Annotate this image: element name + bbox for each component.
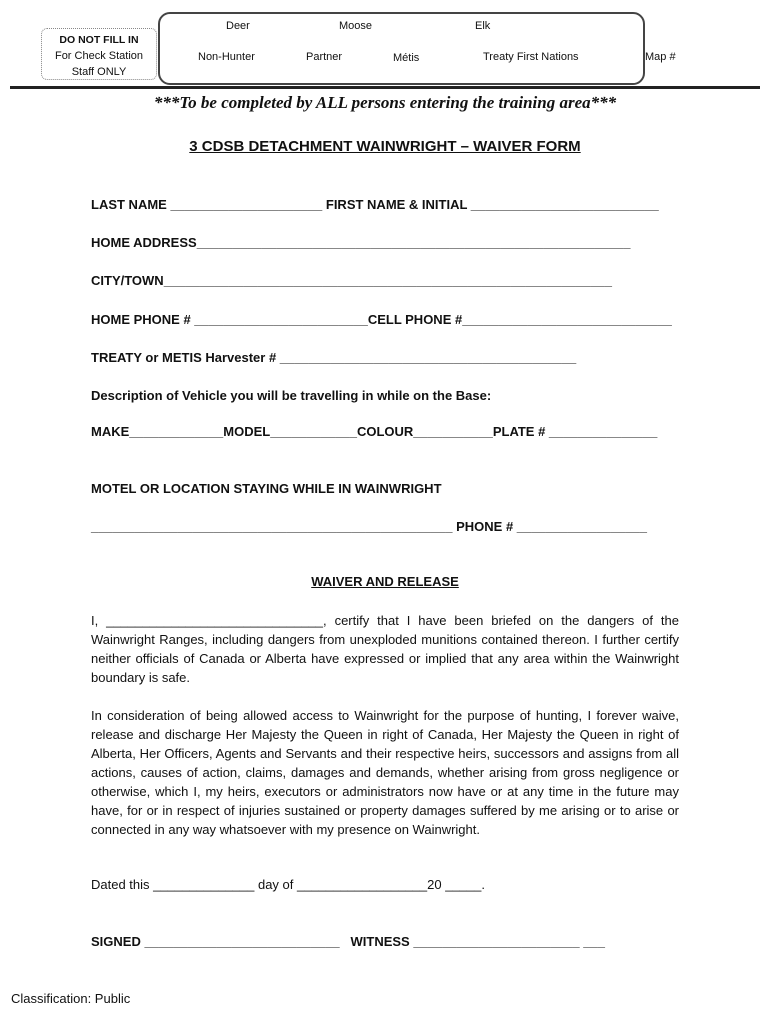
vehicle-field[interactable]: MAKE_____________MODEL____________COLOUR___________PLATE # _______________ (91, 424, 658, 439)
waiver-paragraph-1: I, ______________________________, certify that I have been briefed on the dangers of the Wainwright Ranges, including dangers from unexploded munitions contained thereon. I further certify neither officials of Canada or Alberta have expressed or implied that any area within the Wainwright boundary is safe. (91, 613, 679, 685)
category-partner[interactable]: Partner (306, 51, 343, 63)
check-station-line1: DO NOT FILL IN (59, 34, 139, 46)
name-field[interactable]: LAST NAME _____________________ FIRST NAME & INITIAL __________________________ (91, 197, 659, 212)
waiver-heading: WAIVER AND RELEASE (311, 574, 459, 589)
vehicle-description-label: Description of Vehicle you will be travelling in while on the Base: (91, 388, 492, 403)
signature-field[interactable]: SIGNED ___________________________ WITNESS _______________________ ___ (91, 934, 605, 949)
header-rule (10, 86, 760, 89)
subtitle: ***To be completed by ALL persons entering the training area*** (153, 93, 617, 112)
category-deer[interactable]: Deer (226, 20, 250, 32)
city-town-field[interactable]: CITY/TOWN______________________________________________________________ (91, 273, 612, 288)
category-metis[interactable]: Métis (393, 52, 420, 64)
category-moose[interactable]: Moose (339, 20, 373, 32)
home-address-field[interactable]: HOME ADDRESS____________________________________________________________ (91, 235, 631, 250)
map-number-label: Map # (645, 51, 676, 63)
treaty-metis-harvester-field[interactable]: TREATY or METIS Harvester # _________________________________________ (91, 350, 577, 365)
classification-footer: Classification: Public (11, 991, 131, 1006)
category-elk[interactable]: Elk (475, 20, 491, 32)
check-station-line2: For Check Station (54, 50, 144, 62)
category-non-hunter[interactable]: Non-Hunter (198, 51, 255, 63)
motel-field[interactable]: __________________________________________________ PHONE # __________________ (91, 519, 647, 534)
check-station-note (41, 28, 157, 80)
form-title: 3 CDSB DETACHMENT WAINWRIGHT – WAIVER FORM (189, 138, 581, 155)
phone-field[interactable]: HOME PHONE # ________________________CELL PHONE #_____________________________ (91, 312, 672, 327)
motel-label: MOTEL OR LOCATION STAYING WHILE IN WAINWRIGHT (91, 481, 442, 496)
category-treaty-first-nations[interactable]: Treaty First Nations (483, 51, 579, 63)
check-station-line3: Staff ONLY (71, 66, 127, 78)
waiver-paragraph-2: In consideration of being allowed access to Wainwright for the purpose of hunting, I forever waive, release and discharge Her Majesty the Queen in right of Canada, Her Majesty the Queen in right of Alberta, Her Officers, Agents and Servants and their respective heirs, successors and assigns from all actions, causes of action, claims, damages and demands, whether arising from gross negligence or otherwise, which I, my heirs, executors or administrators now have or at any time in the future may have, for or in respect of injuries sustained or property damages suffered by me arising or to arise or connected in any way whatsoever with my presence on Wainwright. (91, 708, 679, 837)
dated-field[interactable]: Dated this ______________ day of __________________20 _____. (91, 877, 485, 892)
